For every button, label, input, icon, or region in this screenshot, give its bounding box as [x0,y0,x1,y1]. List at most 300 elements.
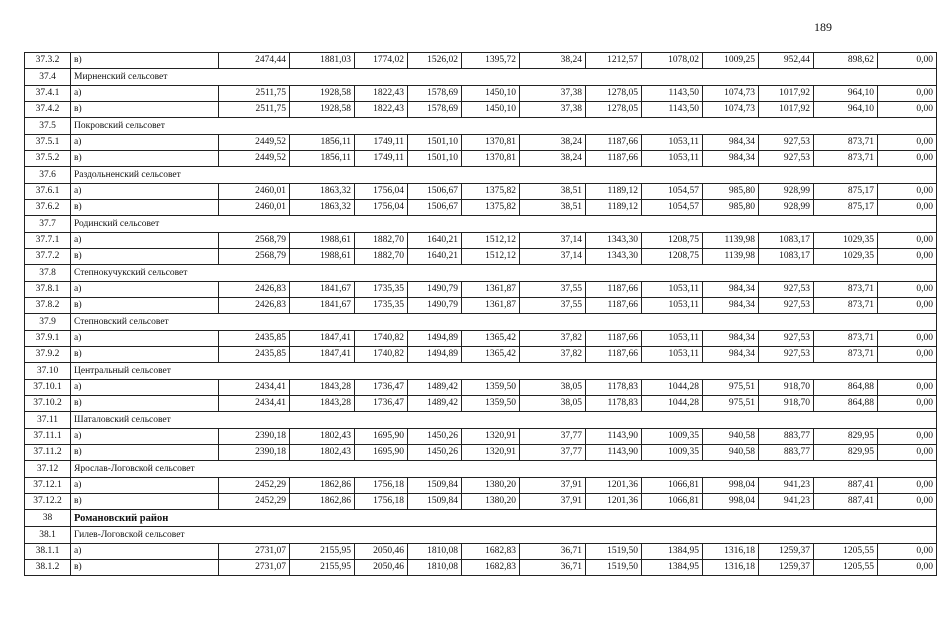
value-cell: 1212,57 [586,53,642,69]
value-cell: 1506,67 [408,184,462,200]
table-row [25,135,937,151]
value-cell: 975,51 [703,380,759,396]
row-variant: а) [71,478,219,494]
section-name: Гилев-Логовской сельсовет [71,527,937,544]
row-code: 37.6.1 [25,184,71,200]
section-row [25,314,937,331]
value-cell: 1143,50 [642,86,703,102]
value-cell: 0,00 [878,494,937,510]
value-cell: 985,80 [703,184,759,200]
value-cell: 1988,61 [290,233,355,249]
value-cell: 2474,44 [219,53,290,69]
value-cell: 1847,41 [290,347,355,363]
value-cell: 1756,04 [355,200,408,216]
value-cell: 1178,83 [586,380,642,396]
value-cell: 1509,84 [408,494,462,510]
value-cell: 1078,02 [642,53,703,69]
value-cell: 2511,75 [219,86,290,102]
value-cell: 37,14 [520,249,586,265]
value-cell: 2460,01 [219,200,290,216]
value-cell: 1361,87 [462,298,520,314]
value-cell: 1489,42 [408,380,462,396]
value-cell: 1029,35 [814,249,878,265]
value-cell: 1526,02 [408,53,462,69]
value-cell: 0,00 [878,347,937,363]
row-code: 38 [25,510,71,527]
value-cell: 875,17 [814,184,878,200]
value-cell: 927,53 [759,151,814,167]
row-code: 37.12 [25,461,71,478]
value-cell: 873,71 [814,282,878,298]
value-cell: 1017,92 [759,86,814,102]
value-cell: 2434,41 [219,380,290,396]
value-cell: 883,77 [759,429,814,445]
value-cell: 2460,01 [219,184,290,200]
value-cell: 1187,66 [586,135,642,151]
section-row [25,527,937,544]
value-cell: 2050,46 [355,560,408,576]
row-variant: в) [71,396,219,412]
table-row [25,151,937,167]
value-cell: 1841,67 [290,282,355,298]
value-cell: 1320,91 [462,429,520,445]
value-cell: 887,41 [814,478,878,494]
value-cell: 975,51 [703,396,759,412]
value-cell: 927,53 [759,298,814,314]
value-cell: 964,10 [814,102,878,118]
value-cell: 1450,10 [462,102,520,118]
value-cell: 1578,69 [408,102,462,118]
value-cell: 984,34 [703,135,759,151]
table-row [25,478,937,494]
region-name: Романовский район [71,510,937,527]
page-number: 189 [814,20,832,34]
value-cell: 37,38 [520,86,586,102]
value-cell: 2426,83 [219,298,290,314]
value-cell: 1802,43 [290,429,355,445]
value-cell: 1489,42 [408,396,462,412]
value-cell: 2452,29 [219,494,290,510]
value-cell: 1208,75 [642,233,703,249]
value-cell: 1494,89 [408,347,462,363]
value-cell: 1053,11 [642,331,703,347]
value-cell: 940,58 [703,445,759,461]
value-cell: 941,23 [759,478,814,494]
value-cell: 984,34 [703,331,759,347]
value-cell: 873,71 [814,151,878,167]
value-cell: 1053,11 [642,151,703,167]
value-cell: 1822,43 [355,102,408,118]
value-cell: 964,10 [814,86,878,102]
table-row [25,331,937,347]
value-cell: 984,34 [703,298,759,314]
value-cell: 1810,08 [408,560,462,576]
table-row [25,86,937,102]
table-row [25,494,937,510]
table-row [25,298,937,314]
value-cell: 1682,83 [462,544,520,560]
value-cell: 829,95 [814,429,878,445]
row-variant: в) [71,151,219,167]
value-cell: 1881,03 [290,53,355,69]
value-cell: 0,00 [878,396,937,412]
value-cell: 1862,86 [290,478,355,494]
row-variant: в) [71,494,219,510]
value-cell: 0,00 [878,298,937,314]
row-code: 37.10.1 [25,380,71,396]
value-cell: 1512,12 [462,249,520,265]
row-variant: а) [71,331,219,347]
value-cell: 1695,90 [355,429,408,445]
row-code: 37.12.2 [25,494,71,510]
table-row [25,396,937,412]
value-cell: 1863,32 [290,184,355,200]
value-cell: 927,53 [759,331,814,347]
table-body [25,53,937,576]
row-code: 37.5.2 [25,151,71,167]
value-cell: 1519,50 [586,560,642,576]
value-cell: 1143,90 [586,445,642,461]
value-cell: 887,41 [814,494,878,510]
value-cell: 1054,57 [642,200,703,216]
value-cell: 1187,66 [586,151,642,167]
value-cell: 2435,85 [219,331,290,347]
row-code: 37.11 [25,412,71,429]
value-cell: 1205,55 [814,560,878,576]
value-cell: 1384,95 [642,544,703,560]
value-cell: 1928,58 [290,102,355,118]
value-cell: 1189,12 [586,200,642,216]
value-cell: 37,82 [520,331,586,347]
row-code: 37.4 [25,69,71,86]
row-variant: а) [71,282,219,298]
value-cell: 2155,95 [290,560,355,576]
value-cell: 37,77 [520,445,586,461]
value-cell: 1506,67 [408,200,462,216]
value-cell: 918,70 [759,396,814,412]
row-code: 37.7.1 [25,233,71,249]
value-cell: 1749,11 [355,135,408,151]
value-cell: 875,17 [814,200,878,216]
row-code: 37.10.2 [25,396,71,412]
value-cell: 0,00 [878,102,937,118]
value-cell: 2435,85 [219,347,290,363]
row-code: 37.5 [25,118,71,135]
section-name: Шаталовский сельсовет [71,412,937,429]
row-code: 37.11.2 [25,445,71,461]
value-cell: 1862,86 [290,494,355,510]
value-cell: 1361,87 [462,282,520,298]
row-variant: а) [71,380,219,396]
row-code: 37.10 [25,363,71,380]
value-cell: 1316,18 [703,560,759,576]
value-cell: 1053,11 [642,298,703,314]
value-cell: 1074,73 [703,86,759,102]
value-cell: 2449,52 [219,135,290,151]
value-cell: 1278,05 [586,86,642,102]
value-cell: 1384,95 [642,560,703,576]
row-code: 37.9.2 [25,347,71,363]
value-cell: 1810,08 [408,544,462,560]
row-code: 37.9 [25,314,71,331]
value-cell: 1359,50 [462,380,520,396]
row-variant: в) [71,102,219,118]
value-cell: 1863,32 [290,200,355,216]
value-cell: 1189,12 [586,184,642,200]
value-cell: 0,00 [878,380,937,396]
value-cell: 1380,20 [462,478,520,494]
value-cell: 1278,05 [586,102,642,118]
value-cell: 1201,36 [586,478,642,494]
value-cell: 864,88 [814,380,878,396]
row-variant: а) [71,135,219,151]
table-row [25,233,937,249]
value-cell: 1774,02 [355,53,408,69]
value-cell: 927,53 [759,282,814,298]
value-cell: 1083,17 [759,249,814,265]
value-cell: 38,24 [520,53,586,69]
value-cell: 984,34 [703,282,759,298]
row-variant: в) [71,53,219,69]
value-cell: 1843,28 [290,396,355,412]
table-row [25,184,937,200]
value-cell: 1509,84 [408,478,462,494]
value-cell: 1066,81 [642,478,703,494]
value-cell: 1316,18 [703,544,759,560]
value-cell: 2731,07 [219,544,290,560]
section-row [25,265,937,282]
value-cell: 985,80 [703,200,759,216]
value-cell: 1736,47 [355,380,408,396]
value-cell: 0,00 [878,478,937,494]
row-code: 37.3.2 [25,53,71,69]
table-row [25,429,937,445]
table-row [25,102,937,118]
value-cell: 2434,41 [219,396,290,412]
table-row [25,544,937,560]
row-code: 37.11.1 [25,429,71,445]
value-cell: 1843,28 [290,380,355,396]
value-cell: 1044,28 [642,380,703,396]
value-cell: 0,00 [878,544,937,560]
section-row [25,69,937,86]
value-cell: 873,71 [814,331,878,347]
value-cell: 1856,11 [290,151,355,167]
value-cell: 1178,83 [586,396,642,412]
value-cell: 918,70 [759,380,814,396]
section-name: Ярослав-Логовской сельсовет [71,461,937,478]
value-cell: 0,00 [878,200,937,216]
value-cell: 1205,55 [814,544,878,560]
row-variant: в) [71,200,219,216]
value-cell: 1066,81 [642,494,703,510]
value-cell: 36,71 [520,560,586,576]
value-cell: 37,91 [520,494,586,510]
value-cell: 998,04 [703,478,759,494]
value-cell: 1017,92 [759,102,814,118]
value-cell: 1928,58 [290,86,355,102]
section-name: Покровский сельсовет [71,118,937,135]
row-variant: а) [71,86,219,102]
value-cell: 0,00 [878,445,937,461]
value-cell: 37,55 [520,298,586,314]
tariff-table [24,52,937,576]
value-cell: 36,71 [520,544,586,560]
table-row [25,53,937,69]
row-variant: в) [71,347,219,363]
section-row [25,118,937,135]
value-cell: 1201,36 [586,494,642,510]
value-cell: 1735,35 [355,298,408,314]
row-code: 37.8.1 [25,282,71,298]
value-cell: 1450,26 [408,445,462,461]
value-cell: 37,82 [520,347,586,363]
value-cell: 1756,04 [355,184,408,200]
value-cell: 0,00 [878,560,937,576]
value-cell: 0,00 [878,151,937,167]
row-variant: а) [71,544,219,560]
value-cell: 37,38 [520,102,586,118]
section-row [25,412,937,429]
value-cell: 38,51 [520,184,586,200]
value-cell: 1490,79 [408,298,462,314]
row-variant: а) [71,429,219,445]
value-cell: 1187,66 [586,282,642,298]
value-cell: 883,77 [759,445,814,461]
value-cell: 1009,35 [642,445,703,461]
value-cell: 1749,11 [355,151,408,167]
row-code: 37.6 [25,167,71,184]
value-cell: 1736,47 [355,396,408,412]
value-cell: 1640,21 [408,233,462,249]
value-cell: 984,34 [703,151,759,167]
value-cell: 873,71 [814,347,878,363]
value-cell: 1259,37 [759,560,814,576]
value-cell: 1053,11 [642,135,703,151]
value-cell: 1009,35 [642,429,703,445]
table-row [25,282,937,298]
value-cell: 0,00 [878,331,937,347]
row-code: 37.7 [25,216,71,233]
value-cell: 998,04 [703,494,759,510]
value-cell: 1395,72 [462,53,520,69]
row-code: 37.5.1 [25,135,71,151]
value-cell: 2155,95 [290,544,355,560]
value-cell: 1375,82 [462,200,520,216]
value-cell: 928,99 [759,200,814,216]
row-variant: а) [71,233,219,249]
value-cell: 1139,98 [703,233,759,249]
row-code: 37.8 [25,265,71,282]
section-row [25,461,937,478]
value-cell: 1343,30 [586,249,642,265]
region-row [25,510,937,527]
section-name: Центральный сельсовет [71,363,937,380]
value-cell: 941,23 [759,494,814,510]
value-cell: 0,00 [878,249,937,265]
value-cell: 1841,67 [290,298,355,314]
value-cell: 1450,10 [462,86,520,102]
value-cell: 38,51 [520,200,586,216]
row-code: 38.1.2 [25,560,71,576]
value-cell: 1512,12 [462,233,520,249]
value-cell: 927,53 [759,135,814,151]
value-cell: 1054,57 [642,184,703,200]
value-cell: 1856,11 [290,135,355,151]
value-cell: 864,88 [814,396,878,412]
value-cell: 1074,73 [703,102,759,118]
value-cell: 1494,89 [408,331,462,347]
row-variant: в) [71,560,219,576]
value-cell: 1756,18 [355,494,408,510]
value-cell: 1365,42 [462,331,520,347]
value-cell: 0,00 [878,282,937,298]
value-cell: 1988,61 [290,249,355,265]
row-code: 37.4.2 [25,102,71,118]
value-cell: 1029,35 [814,233,878,249]
value-cell: 1187,66 [586,298,642,314]
value-cell: 1640,21 [408,249,462,265]
value-cell: 1370,81 [462,151,520,167]
value-cell: 1735,35 [355,282,408,298]
value-cell: 37,77 [520,429,586,445]
value-cell: 1740,82 [355,331,408,347]
value-cell: 1139,98 [703,249,759,265]
value-cell: 1490,79 [408,282,462,298]
value-cell: 2452,29 [219,478,290,494]
value-cell: 952,44 [759,53,814,69]
value-cell: 38,05 [520,380,586,396]
value-cell: 0,00 [878,135,937,151]
value-cell: 1740,82 [355,347,408,363]
row-code: 38.1.1 [25,544,71,560]
value-cell: 1380,20 [462,494,520,510]
value-cell: 1365,42 [462,347,520,363]
table-row [25,200,937,216]
section-name: Родинский сельсовет [71,216,937,233]
value-cell: 1756,18 [355,478,408,494]
value-cell: 928,99 [759,184,814,200]
row-variant: в) [71,298,219,314]
row-code: 38.1 [25,527,71,544]
table-row [25,249,937,265]
value-cell: 37,14 [520,233,586,249]
table-row [25,347,937,363]
value-cell: 1822,43 [355,86,408,102]
value-cell: 38,05 [520,396,586,412]
value-cell: 2426,83 [219,282,290,298]
value-cell: 2568,79 [219,233,290,249]
value-cell: 2390,18 [219,445,290,461]
value-cell: 1695,90 [355,445,408,461]
row-code: 37.6.2 [25,200,71,216]
value-cell: 0,00 [878,429,937,445]
value-cell: 1053,11 [642,347,703,363]
row-code: 37.12.1 [25,478,71,494]
value-cell: 2511,75 [219,102,290,118]
value-cell: 1143,90 [586,429,642,445]
value-cell: 873,71 [814,135,878,151]
value-cell: 37,55 [520,282,586,298]
value-cell: 1208,75 [642,249,703,265]
value-cell: 1682,83 [462,560,520,576]
section-name: Степновский сельсовет [71,314,937,331]
value-cell: 2390,18 [219,429,290,445]
value-cell: 0,00 [878,233,937,249]
value-cell: 1320,91 [462,445,520,461]
value-cell: 984,34 [703,347,759,363]
row-code: 37.7.2 [25,249,71,265]
